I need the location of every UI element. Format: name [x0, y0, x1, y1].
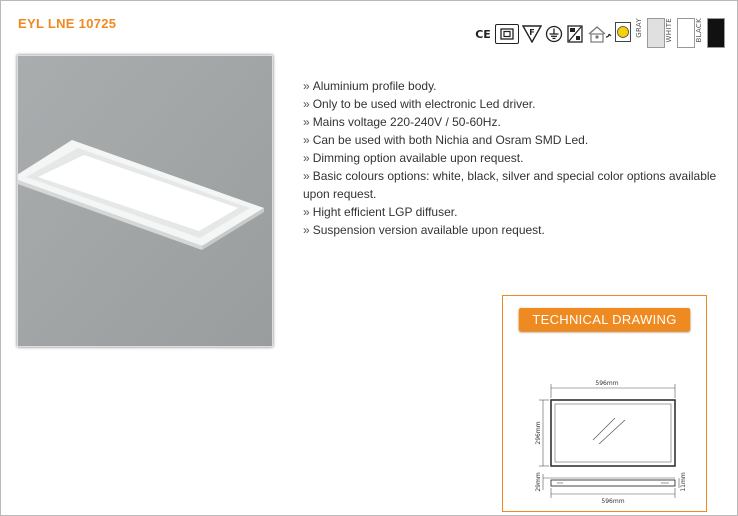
- color-label-black: BLACK: [695, 18, 703, 43]
- bullet-glyph: »: [303, 97, 310, 111]
- f-mark-label: F: [529, 28, 535, 37]
- bullet-glyph: »: [303, 205, 310, 219]
- feature-text: Aluminium profile body.: [312, 79, 437, 93]
- product-code: EYL LNE 10725: [18, 16, 117, 31]
- color-option-black: [694, 16, 726, 50]
- dim-depth-right: 11mm: [680, 472, 687, 492]
- feature-text: Only to be used with electronic Led driver.: [312, 97, 536, 111]
- feature-list: [303, 77, 733, 239]
- list-item: [303, 113, 733, 131]
- color-label-white: WHITE: [665, 18, 673, 43]
- indoor-use-icon: [587, 25, 613, 43]
- product-photo: [17, 55, 273, 347]
- yellow-swatch: [615, 22, 630, 42]
- list-item: [303, 167, 733, 203]
- bullet-glyph: »: [303, 223, 310, 237]
- list-item: [303, 77, 733, 95]
- color-swatch-white: [677, 18, 695, 48]
- technical-drawing-panel: [502, 295, 707, 512]
- bullet-glyph: »: [303, 79, 310, 93]
- dim-bottom-width: 596mm: [601, 498, 625, 505]
- color-option-white: [664, 16, 696, 50]
- feature-text: Hight efficient LGP diffuser.: [312, 205, 458, 219]
- feature-text: Mains voltage 220-240V / 50-60Hz.: [312, 115, 501, 129]
- certification-icons: [474, 22, 613, 46]
- feature-text: Dimming option available upon request.: [312, 151, 524, 165]
- feature-text: Suspension version available upon request.: [312, 223, 545, 237]
- list-item: [303, 149, 733, 167]
- feature-text: Basic colours options: white, black, silver and special color options available upon request.: [303, 169, 717, 201]
- color-swatch-black: [707, 18, 725, 48]
- ce-mark-icon: CE: [475, 27, 491, 41]
- bullet-glyph: »: [303, 115, 310, 129]
- bullet-glyph: »: [303, 151, 310, 165]
- color-swatch-gray: [647, 18, 665, 48]
- bullet-glyph: »: [303, 169, 310, 183]
- earth-ground-icon: [545, 25, 563, 43]
- dim-height: 296mm: [535, 421, 542, 445]
- list-item: [303, 221, 733, 239]
- dim-depth-left: 29mm: [535, 472, 542, 492]
- color-option-gray: [634, 16, 666, 50]
- dim-top-width: 596mm: [595, 380, 619, 387]
- technical-drawing: [527, 376, 687, 506]
- list-item: [303, 131, 733, 149]
- technical-drawing-button[interactable]: TECHNICAL DRAWING: [519, 308, 690, 331]
- f-mark-triangle-icon: [522, 25, 542, 43]
- bullet-glyph: »: [303, 133, 310, 147]
- list-item: [303, 95, 733, 113]
- double-insulation-icon: [495, 24, 519, 44]
- color-label-gray: GRAY: [635, 18, 643, 38]
- ip-rating-icon: [566, 25, 584, 43]
- list-item: [303, 203, 733, 221]
- feature-text: Can be used with both Nichia and Osram SMD Led.: [312, 133, 589, 147]
